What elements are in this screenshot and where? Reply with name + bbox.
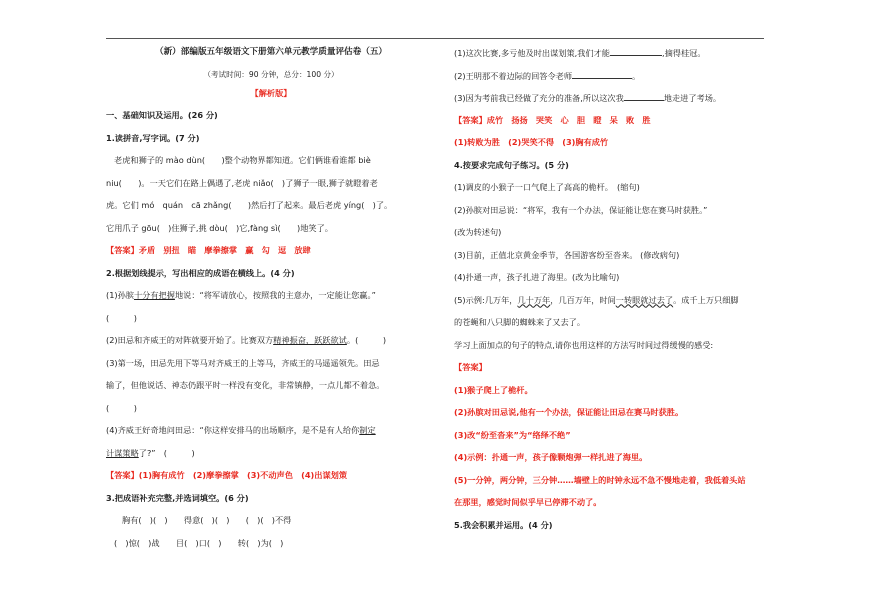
q2-s2-underline: 精神振奋，跃跃欲试 [273, 335, 347, 345]
q2-s3-line-1: (3)第一场，田忌先用下等马对齐威王的上等马，齐威王的马遥遥领先。田忌 [106, 357, 380, 368]
q4-s3: (3)目前，正值北京黄金季节，各国游客纷至沓来。 (修改病句) [454, 249, 680, 260]
q2-s3-line-2: 输了，但他说话、神态仍跟平时一样没有变化，非常镇静，一点儿都不着急。 [106, 380, 385, 390]
section-1-heading: 一、基础知识及运用。(26 分) [106, 110, 218, 120]
q3-fill-2-rest: 。 [632, 70, 641, 81]
q3-fill-1-rest: ,摘得桂冠。 [662, 48, 706, 58]
q3-row-2: ( )惊( )战 目( )口( ) 转( )为( ) [114, 537, 284, 548]
q3-fill-2-blank[interactable] [572, 69, 632, 79]
q4-answer-5-line-2: 在那里，感觉时间似乎早已停滞不动了。 [454, 497, 602, 507]
q2-s2 [106, 334, 436, 346]
left-column [106, 46, 436, 559]
q2-s4-line-1 [106, 424, 436, 436]
q1-answer: 【答案】矛盾 别扭 瞄 摩拳擦掌 赢 勾 逗 放肆 [106, 245, 311, 255]
top-rule [106, 38, 764, 39]
q4-s5-line-3: 学习上面加点的句子的特点,请你也用这样的方法写时间过得缓慢的感受: [454, 339, 714, 350]
q2-s4-underline-1: 制定 [359, 425, 376, 435]
q4-s5-rest: 。成千上万只细脚 [673, 294, 739, 305]
q4-s5-wave-2: 一转眼就过去了 [615, 294, 674, 305]
q3-fill-3-blank[interactable] [624, 91, 664, 101]
q2-answer: 【答案】(1)胸有成竹 (2)摩拳擦掌 (3)不动声色 (4)出谋划策 [106, 470, 348, 480]
q4-s5-wave-1: 几十万年 [517, 294, 551, 305]
right-column [454, 46, 770, 541]
q2-s1 [106, 289, 436, 301]
q3-fill-1 [454, 46, 770, 58]
q2-heading: 2.根据划线提示，写出相应的成语在横线上。(4 分) [106, 267, 295, 278]
version-tag: 【解析版】 [250, 87, 292, 98]
q4-answer-5-line-1: (5)一分钟，两分钟，三分钟……墙壁上的时钟永远不急不慢地走着，我低着头站 [454, 474, 746, 485]
q2-s1-paren: ( ) [106, 312, 137, 323]
exam-info: （考试时间：90 分钟，总分：100 分） [203, 69, 339, 79]
q4-s4: (4)扑通一声，孩子扎进了海里。(改为比喻句) [454, 272, 620, 282]
q4-answer-1: (1)猴子爬上了桅杆。 [454, 384, 533, 395]
q1-line-1: 老虎和狮子的 mào dùn( )整个动物界都知道。它们俩谁看谁都 biè [114, 155, 371, 165]
q4-answer-4: (4)示例：扑通一声，孩子像颗炮弹一样扎进了海里。 [454, 452, 648, 462]
q2-s3-paren: ( ) [106, 402, 137, 413]
q2-s1-text: (1)孙膑 [106, 290, 134, 300]
q4-s2: (2)孙膑对田忌说：“将军，我有一个办法，保证能让您在赛马时获胜。” [454, 204, 708, 215]
q4-s5-mid: ，几百万年，时间 [550, 294, 616, 305]
q2-s4-text: (4)齐威王好奇地问田忌：“你这样安排马的出场顺序，是不是有人给你 [106, 425, 360, 435]
q2-s1-underline: 十分有把握 [133, 290, 175, 300]
q2-s4-underline-2: 计谋策略 [106, 447, 139, 458]
q1-line-3: 虎。它们 mó quán cā zhǎng( )然后打了起来。最后老虎 yíng( )了。 [106, 200, 393, 210]
q4-s5-text: (5)示例:几万年， [454, 294, 518, 305]
q3-fill-1-text: (1)这次比赛,多亏他及时出谋划策,我们才能 [454, 48, 610, 58]
q3-fill-3 [454, 91, 770, 103]
q3-fill-2 [454, 69, 770, 81]
q3-fill-2-text: (2)王明那不着边际的回答令老师 [454, 70, 573, 81]
q3-row-1: 胸有( )( ) 得意( )( ) ( )( )不得 [122, 515, 292, 525]
q2-s2-text: (2)田忌和齐威王的对阵就要开始了。比赛双方 [106, 335, 274, 345]
q3-fill-3-rest: 地走进了考场。 [663, 93, 722, 103]
q2-s2-rest: 。( ) [346, 335, 387, 345]
q1-line-2: niu( )。一天它们在路上偶遇了,老虎 niǎo( )了狮子一眼,狮子就瞪着老 [106, 177, 378, 188]
q2-s4-rest: 了?” ( ) [138, 447, 195, 458]
q1-heading: 1.读拼音,写字词。(7 分) [106, 132, 200, 143]
q3-heading: 3.把成语补充完整,并选词填空。(6 分) [106, 492, 249, 503]
page-title: （新）部编版五年级语文下册第六单元教学质量评估卷（五） [154, 47, 388, 57]
q4-heading: 4.按要求完成句子练习。(5 分) [454, 159, 569, 170]
q2-s4-line-2 [106, 447, 436, 459]
q4-s5-line-1 [454, 294, 770, 306]
q1-line-4: 它用爪子 gōu( )住狮子,挑 dòu( )它,fàng sì( )地笑了。 [106, 222, 333, 233]
q3-fill-1-blank[interactable] [610, 46, 662, 56]
q3-answer-2: (1)转败为胜 (2)哭笑不得 (3)胸有成竹 [454, 137, 609, 147]
q3-answer-1: 【答案】成竹 扬扬 哭笑 心 胆 瞪 呆 败 胜 [454, 114, 651, 125]
q4-answer-3: (3)改“纷至沓来”为“络绎不绝” [454, 429, 571, 440]
q4-s2-note: (改为转述句) [454, 227, 502, 237]
q4-answer-label: 【答案】 [454, 362, 487, 372]
q4-s5-line-2: 的苍蝇和八只脚的蜘蛛来了又去了。 [454, 317, 586, 327]
q5-heading: 5.我会积累并运用。(4 分) [454, 519, 553, 530]
q2-s1-rest: 地说：“将军请放心，按照我的主意办，一定能让您赢。” [174, 290, 376, 300]
q4-s1: (1)调皮的小猴子一口气爬上了高高的桅杆。 (缩句) [454, 182, 640, 192]
q4-answer-2: (2)孙膑对田忌说,他有一个办法，保证能让田忌在赛马时获胜。 [454, 407, 684, 417]
q3-fill-3-text: (3)因为考前我已经做了充分的准备,所以这次我 [454, 93, 624, 103]
